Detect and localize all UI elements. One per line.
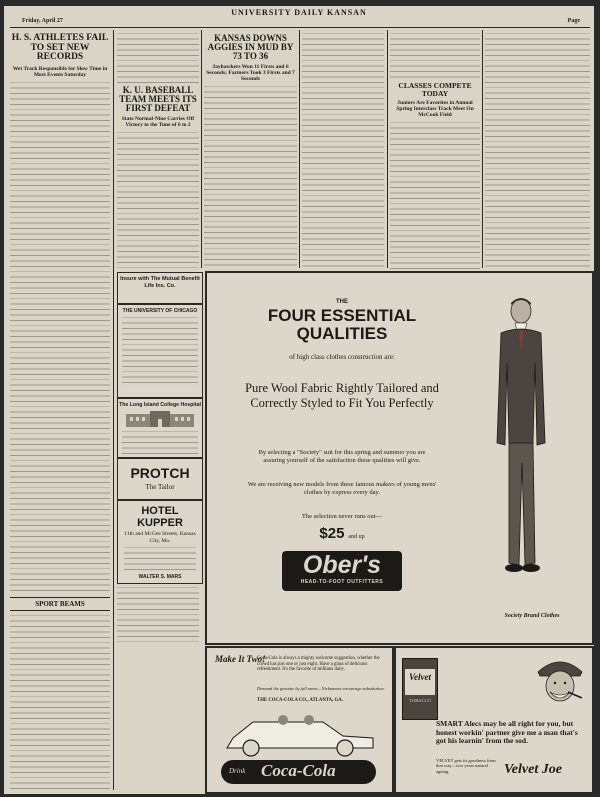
ad-obers-body-2: We are receiving new models from these famous makers of young mens' clothes by express every day. — [247, 481, 437, 496]
masthead-rule — [10, 27, 590, 28]
ad-obers-range: The selection never runs out— — [301, 513, 383, 520]
article-body-lines — [390, 32, 480, 80]
tobacco-tin-illustration — [402, 658, 438, 720]
subhead-classes: Juniors Are Favorites in Annual Spring Interclass Track Meet On McCook Field — [396, 100, 474, 118]
newspaper-page — [4, 6, 594, 794]
masthead-date: Friday, April 27 — [22, 18, 63, 24]
masthead — [4, 6, 594, 28]
ad-obers-qualities: Pure Wool Fabric Rightly Tailored and Correctly Styled to Fit You Perfectly — [245, 381, 439, 410]
ad-coke-logo-band — [221, 760, 376, 784]
subhead-athletes: Wet Track Responsible for Slow Time in Most Events Saturday — [12, 65, 108, 78]
article-col2-continued — [117, 586, 199, 646]
ad-obers-intro: THE — [336, 299, 348, 305]
ad-hotel-kupper — [117, 500, 203, 584]
section-sport-beams: SPORT BEAMS — [35, 599, 85, 608]
ad-obers-logo — [282, 551, 402, 591]
ad-mutual-benefit — [117, 272, 203, 304]
article-body-lines — [485, 32, 590, 270]
article-baseball — [117, 32, 199, 270]
ad-coke-body: Coca-Cola is always a mighty welcome suggestion, whether the crowd has just one or just eight. Have a glass of delicious refreshment. It's the favorite of millions daily. — [257, 656, 380, 673]
article-body-lines — [117, 32, 199, 84]
ad-long-island-hospital — [117, 398, 203, 458]
masthead-page: Page — [567, 18, 580, 24]
column-rule — [482, 30, 483, 268]
ad-chicago-title: THE UNIVERSITY OF CHICAGO — [122, 308, 198, 314]
headline-classes: CLASSES COMPETE TODAY — [398, 81, 472, 98]
tin-sub: TOBACCO — [409, 698, 431, 703]
section-rule — [10, 597, 110, 598]
article-body-lines — [10, 614, 110, 791]
column-rule — [299, 30, 300, 268]
ad-protch — [117, 458, 203, 500]
ad-obers-label: Society Brand Clothes — [504, 613, 560, 619]
article-body-lines — [117, 131, 199, 270]
column-rule — [201, 30, 202, 268]
ad-velvet-tag: VELVET gets its goodness from that way—two years natural ageing. — [436, 758, 496, 774]
ad-protch-name: PROTCH — [130, 465, 190, 481]
ad-university-chicago — [117, 304, 203, 398]
ad-obers-price-suffix: and up — [348, 534, 365, 540]
ad-mutual-text: Insure with The Mutual Benefit Life Ins. Co. — [120, 276, 200, 289]
ad-coke-footer: Demand the genuine by full name—Nicknames encourage substitution. — [257, 686, 385, 691]
column-rule — [113, 30, 114, 790]
headline-baseball: K. U. BASEBALL TEAM MEETS ITS FIRST DEFEAT — [119, 85, 197, 113]
automobile-illustration — [213, 708, 383, 758]
ad-body-lines — [122, 316, 198, 386]
headline-athletes: H. S. ATHLETES FAIL TO SET NEW RECORDS — [11, 33, 109, 62]
subhead-baseball: State Normal-Nine Carries Off Victory to the Tune of 6 to 2 — [121, 116, 195, 128]
ad-coke-company: THE COCA-COLA CO., ATLANTA, GA. — [257, 698, 343, 703]
article-athletes — [10, 32, 110, 790]
ad-body-lines — [124, 546, 196, 572]
article-classes — [390, 32, 480, 270]
tin-label: Velvet — [405, 669, 435, 695]
article-body-lines — [117, 586, 199, 646]
ad-velvet-tobacco — [394, 646, 594, 794]
ad-protch-sub: The Tailor — [145, 483, 175, 491]
section-rule — [10, 610, 110, 611]
ad-hotel-owner: WALTER S. MARS — [138, 574, 182, 580]
ad-obers-sub: of high class clothes construction are: — [289, 353, 395, 361]
ad-obers-price-row — [267, 525, 417, 543]
article-kansas-aggies — [204, 32, 297, 270]
ad-hotel-address: 11th and McGee Streets, Kansas City, Mo. — [124, 531, 196, 544]
ad-obers-brand: Ober's — [302, 551, 382, 579]
ad-velvet-headline: SMART Alecs may be all right for you, but honest workin' partner give me a man that's got his learnin' from the sod. — [436, 719, 578, 746]
velvet-joe-portrait — [532, 652, 588, 712]
article-body-lines — [302, 32, 384, 270]
ad-obers-body: By selecting a "Society" suit for this spring and summer you are assuring yourself of the satisfaction these qualities will give. — [258, 449, 426, 464]
ad-coke-headline: Make It Two! — [215, 654, 266, 664]
ad-coke-logo: Coca-Cola — [261, 761, 336, 780]
ad-obers-price: $25 — [319, 525, 345, 542]
ad-hotel-name: HOTEL KUPPER — [137, 505, 183, 529]
ad-velvet-signature: Velvet Joe — [504, 762, 562, 777]
article-body-lines — [10, 81, 110, 593]
column-rule — [387, 30, 388, 268]
ad-obers — [205, 271, 594, 645]
article-column-6 — [485, 32, 590, 270]
ad-obers-tagline: HEAD-TO-FOOT OUTFITTERS — [300, 579, 384, 585]
masthead-title: UNIVERSITY DAILY KANSAN — [231, 8, 367, 17]
ad-obers-headline-1: FOUR ESSENTIAL — [267, 306, 417, 325]
article-body-lines — [390, 121, 480, 270]
ad-hospital-title: The Long Island College Hospital — [119, 402, 201, 408]
ad-coke-drink: Drink — [229, 767, 246, 775]
man-in-suit-illustration — [475, 293, 565, 593]
article-body-lines — [204, 85, 297, 270]
ad-body-lines — [122, 430, 198, 454]
ad-coca-cola — [205, 646, 394, 794]
subhead-kansas-aggies: Jayhawkers Won 11 Firsts and 6 Seconds; Farmers Took 3 Firsts and 7 Seconds — [206, 64, 295, 82]
hospital-building-illustration — [120, 410, 200, 428]
headline-kansas-aggies: KANSAS DOWNS AGGIES IN MUD BY 73 TO 36 — [207, 33, 294, 61]
ad-obers-headline-2: QUALITIES — [296, 324, 388, 343]
article-column-4 — [302, 32, 384, 270]
